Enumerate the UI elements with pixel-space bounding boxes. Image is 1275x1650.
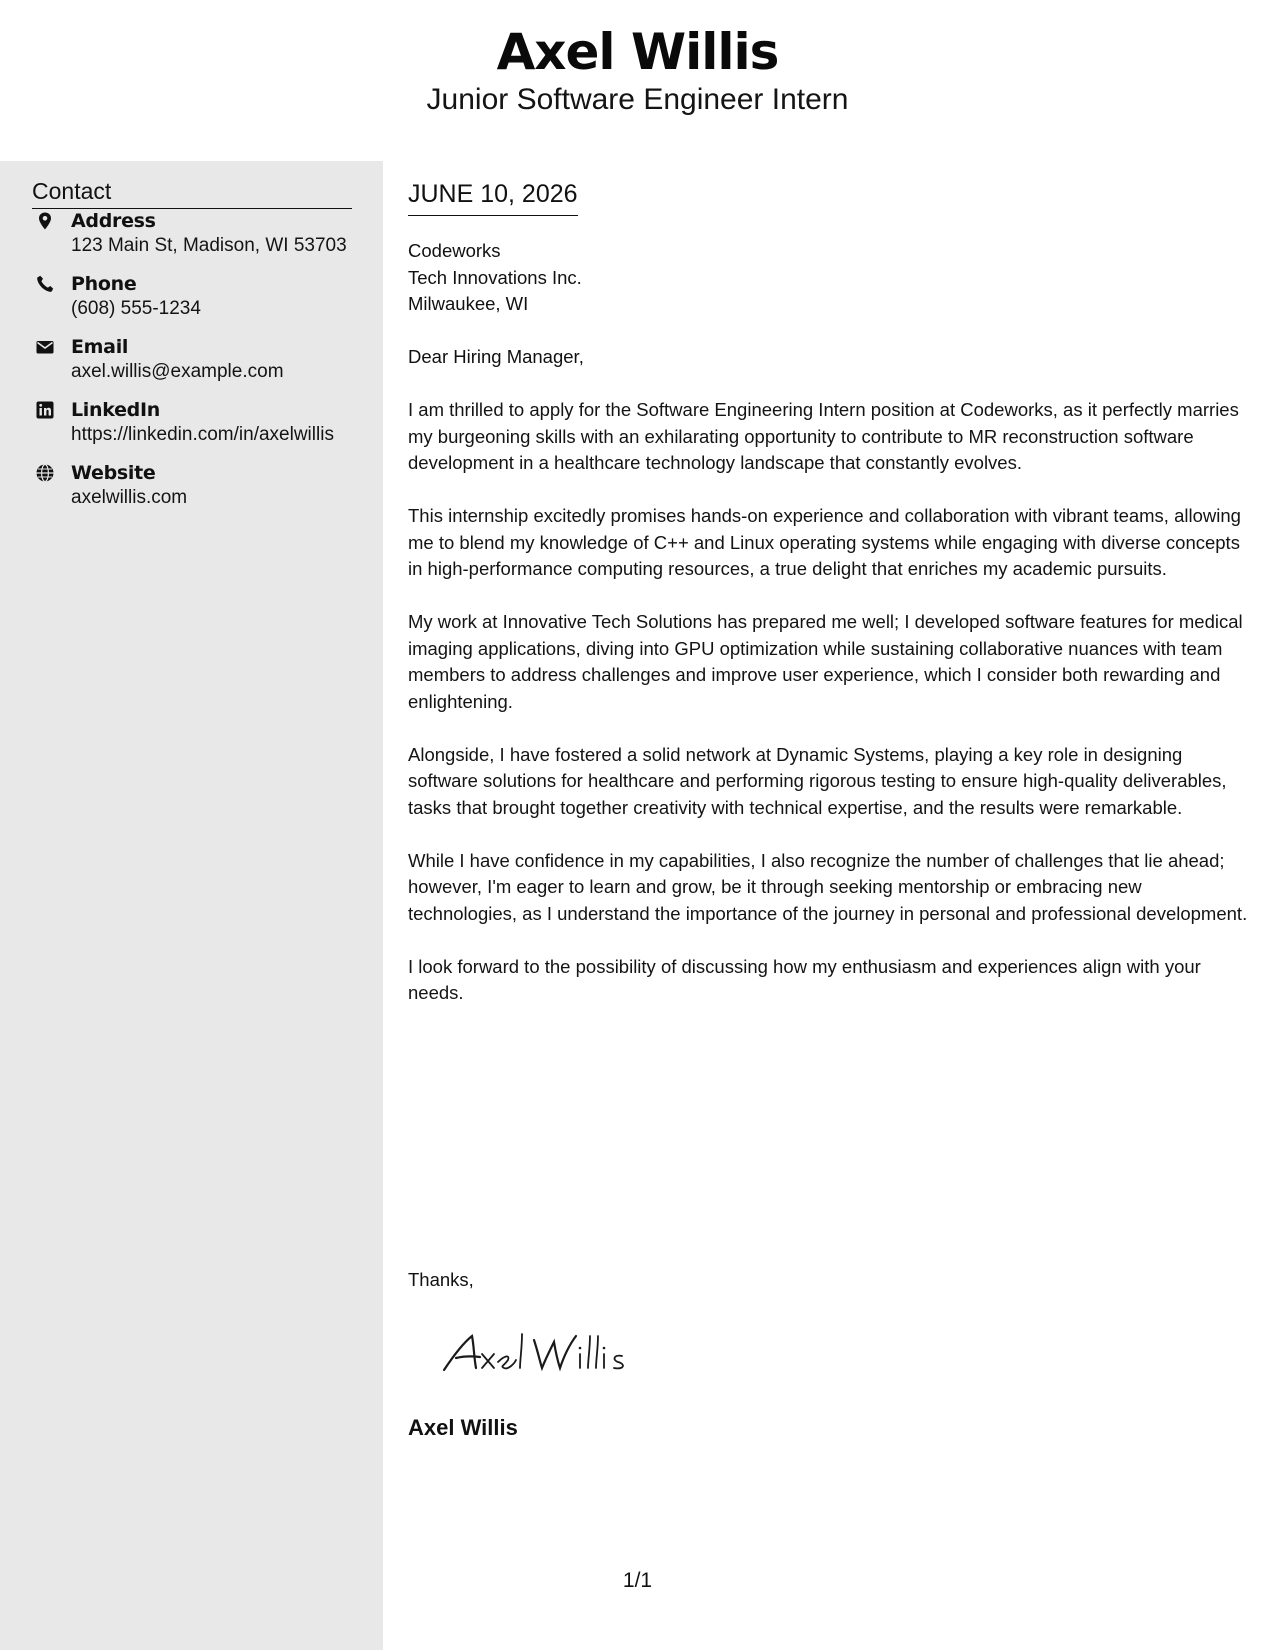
contact-label: Address	[71, 210, 156, 232]
contact-heading: Contact	[32, 175, 352, 209]
letter-paragraphs	[408, 397, 1248, 1033]
recipient-line: Milwaukee, WI	[408, 293, 529, 314]
recipient-line: Tech Innovations Inc.	[408, 266, 582, 288]
letter-body	[383, 161, 1275, 1650]
salutation: Dear Hiring Manager,	[408, 346, 584, 367]
globe-icon	[35, 463, 55, 483]
recipient-line: Codeworks	[408, 240, 501, 261]
letter-paragraph: I look forward to the possibility of discussing how my enthusiasm and experiences align with your needs.	[408, 955, 1201, 1003]
letter-date: JUNE 10, 2026	[408, 177, 578, 216]
applicant-name: Axel Willis	[496, 23, 779, 81]
recipient-block	[408, 238, 582, 318]
contact-label: Website	[71, 462, 156, 484]
letter-paragraph: I am thrilled to apply for the Software Engineering Intern position at Codeworks, as it perfectly marries my burgeoning skills with an exhilarating opportunity to contribute to MR reconstruction software development in a healthcare technology landscape that constantly evolves.	[408, 399, 1239, 473]
phone-value: (608) 555-1234	[71, 298, 201, 319]
email-value: axel.willis@example.com	[71, 361, 284, 382]
linkedin-icon	[35, 400, 55, 420]
page-number: 1/1	[622, 1569, 653, 1592]
address-value: 123 Main St, Madison, WI 53703	[71, 235, 347, 256]
letter-paragraph: This internship excitedly promises hands-on experience and collaboration with vibrant teams, allowing me to blend my knowledge of C++ and Linux operating systems while engaging with diverse concepts in high-performance computing resources, a true delight that enriches my academic pursuits.	[408, 505, 1241, 579]
contact-label: Email	[71, 336, 129, 358]
envelope-icon	[35, 337, 55, 357]
letter-paragraph: While I have confidence in my capabilities, I also recognize the number of challenges that lie ahead; however, I'm eager to learn and grow, be it through seeking mentorship or embracing new technologies, as I understand the importance of the journey in personal and professional development.	[408, 849, 1248, 924]
letter-paragraph: Alongside, I have fostered a solid network at Dynamic Systems, playing a key role in designing software solutions for healthcare and performing rigorous testing to ensure high-quality deliverables, tasks that brought together creativity with technical expertise, and the results were remarkable.	[408, 743, 1227, 818]
location-pin-icon	[35, 211, 55, 231]
contact-label: LinkedIn	[71, 399, 160, 421]
letter-paragraph: My work at Innovative Tech Solutions has prepared me well; I developed software features for medical imaging applications, diving into GPU optimization while sustaining collaborative nuances with team members to address challenges and improve user experience, which I consider both rewarding and enlightening.	[408, 611, 1243, 712]
contact-label: Phone	[71, 273, 137, 295]
handwritten-signature	[438, 1324, 648, 1384]
letter-header	[0, 0, 1275, 161]
job-title: Junior Software Engineer Intern	[426, 83, 849, 116]
linkedin-value: https://linkedin.com/in/axelwillis	[71, 424, 334, 445]
website-value: axelwillis.com	[71, 487, 188, 508]
signer-name: Axel Willis	[408, 1415, 518, 1440]
contact-sidebar	[0, 161, 383, 1650]
phone-icon	[35, 274, 55, 294]
closing: Thanks,	[408, 1269, 474, 1290]
